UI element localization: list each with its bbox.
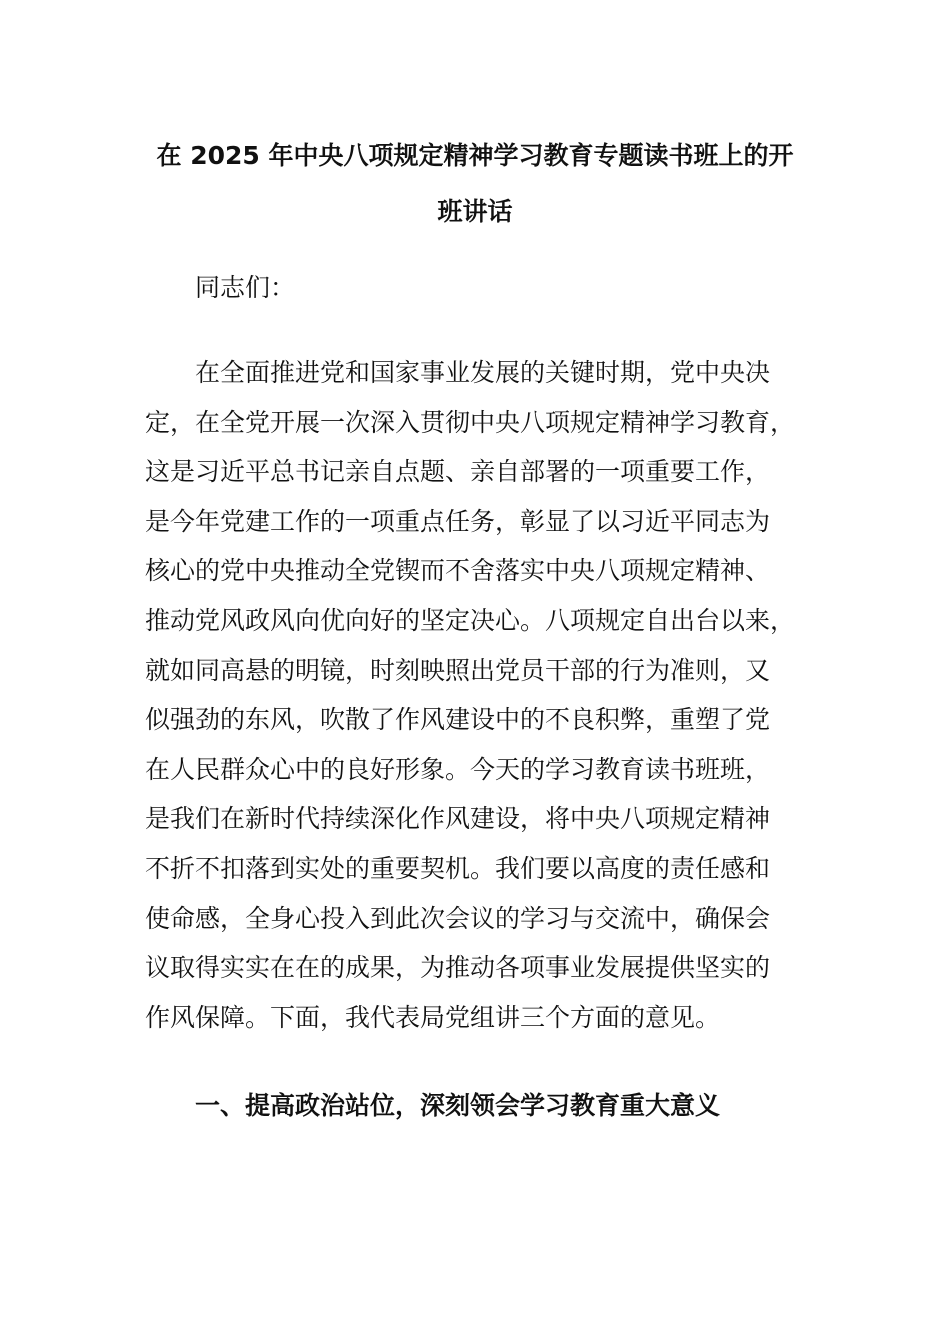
paragraph-line: 作风保障。下面，我代表局党组讲三个方面的意见。 [145,1002,721,1032]
paragraph-line: 议取得实实在在的成果，为推动各项事业发展提供坚实的 [145,953,771,983]
paragraph-line: 似强劲的东风，吹散了作风建设中的不良积弊，重塑了党 [145,705,771,735]
paragraph-line: 就如同高悬的明镜，时刻映照出党员干部的行为准则，又 [145,655,771,685]
paragraph-line: 核心的党中央推动全党锲而不舍落实中央八项规定精神、 [145,556,771,586]
paragraph-1 [145,348,825,1042]
paragraph-line: 在全面推进党和国家事业发展的关键时期，党中央决 [195,358,771,387]
paragraph-line: 是今年党建工作的一项重点任务，彰显了以习近平同志为 [145,506,771,536]
section-heading-1: 一、提高政治站位，深刻领会学习教育重大意义 [195,1091,721,1120]
paragraph-line: 这是习近平总书记亲自点题、亲自部署的一项重要工作， [145,457,771,487]
document-title [145,128,805,240]
paragraph-line: 在人民群众心中的良好形象。今天的学习教育读书班班， [145,754,771,784]
paragraph-line: 使命感，全身心投入到此次会议的学习与交流中，确保会 [145,903,771,933]
paragraph-line: 是我们在新时代持续深化作风建设，将中央八项规定精神 [145,804,771,834]
title-line-2: 班讲话 [437,197,513,226]
salutation: 同志们： [195,273,296,302]
paragraph-line: 定，在全党开展一次深入贯彻中央八项规定精神学习教育， [145,407,796,437]
paragraph-line: 不折不扣落到实处的重要契机。我们要以高度的责任感和 [145,853,771,883]
title-line-1: 在 2025 年中央八项规定精神学习教育专题读书班上的开 [156,141,794,170]
paragraph-line: 推动党风政风向优向好的坚定决心。八项规定自出台以来， [145,605,796,635]
